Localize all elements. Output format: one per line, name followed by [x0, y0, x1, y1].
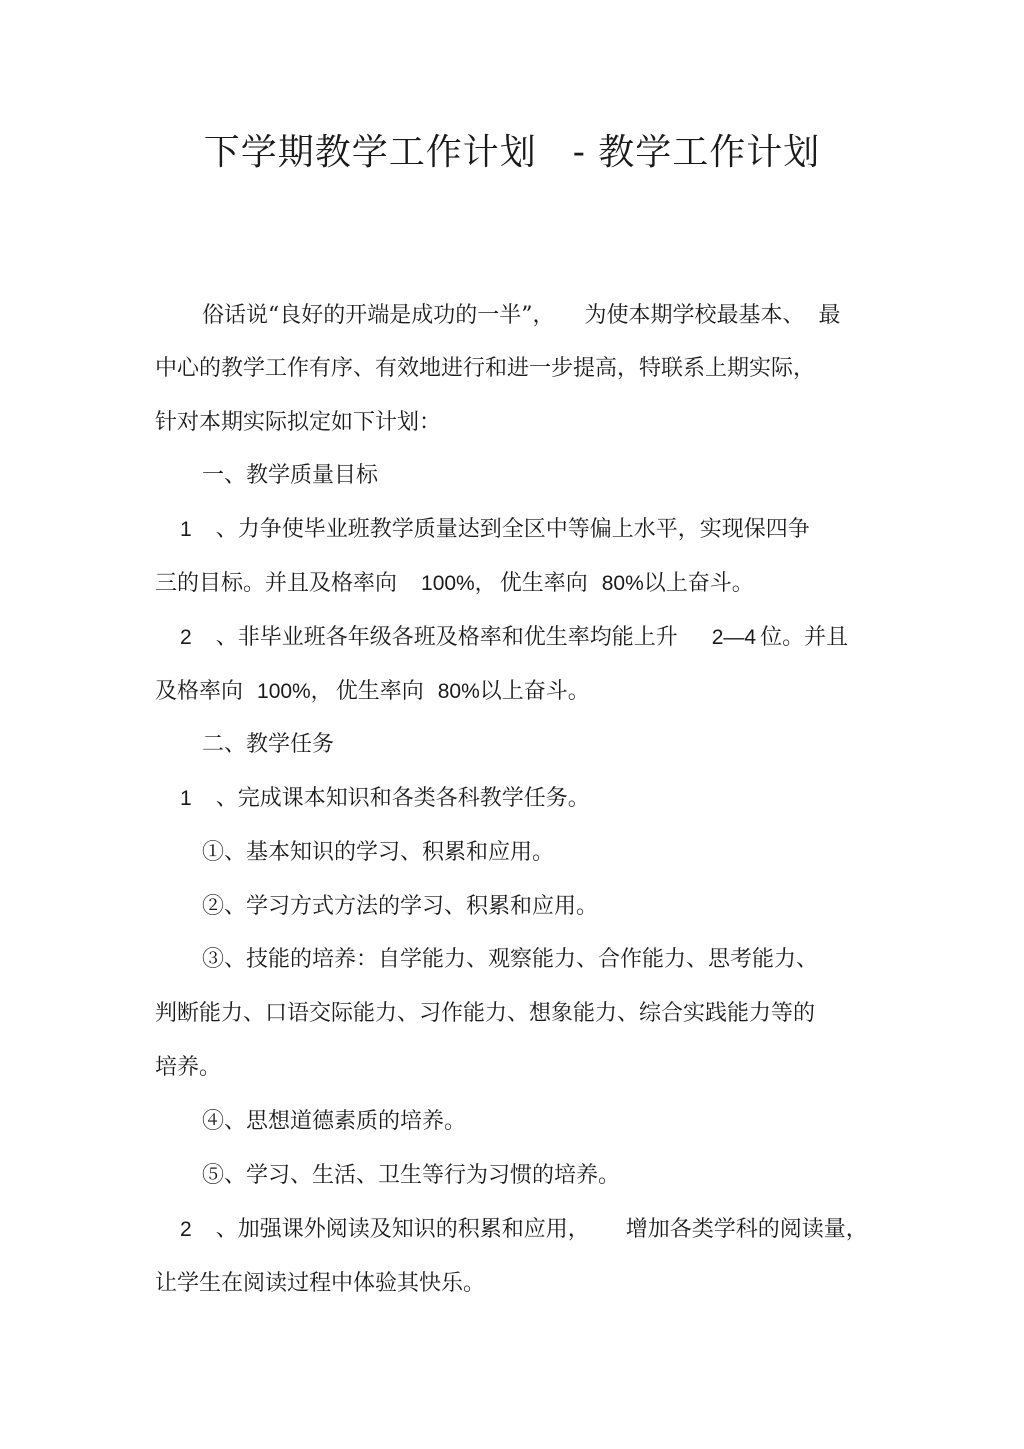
intro-line-2: 中心的教学工作有序、有效地进行和进一步提高，特联系上期实际，	[155, 356, 816, 381]
goal-item-1-line-1: 1 、力争使毕业班教学质量达到全区中等偏上水平，实现保四争	[180, 517, 810, 542]
task-item-1: 1 、完成课本知识和各类各科教学任务。	[180, 786, 590, 811]
title-sub: - 教学工作计划	[572, 132, 821, 173]
section-heading-quality: 一、教学质量目标	[202, 463, 379, 488]
subtask-3-line-3: 培养。	[155, 1055, 222, 1080]
goal-item-2-line-1: 2 、非毕业班各年级各班及格率和优生率均能上升 2—4 位。并且	[180, 625, 849, 650]
subtask-3-line-2: 判断能力、口语交际能力、习作能力、想象能力、综合实践能力等的	[155, 1001, 816, 1026]
task-item-2-line-2: 让学生在阅读过程中体验其快乐。	[155, 1271, 486, 1296]
task-item-2-line-1: 2 、加强课外阅读及知识的积累和应用， 增加各类学科的阅读量，	[180, 1217, 868, 1242]
title-main: 下学期教学工作计划	[203, 132, 537, 173]
intro-line-1: 俗话说“良好的开端是成功的一半”， 为使本期学校最基本、 最	[202, 303, 841, 328]
page-title	[0, 128, 1024, 178]
subtask-2: ②、学习方式方法的学习、积累和应用。	[202, 894, 599, 919]
subtask-4: ④、思想道德素质的培养。	[202, 1109, 467, 1134]
intro-line-3: 针对本期实际拟定如下计划：	[155, 410, 442, 435]
goal-item-2-line-2: 及格率向 100%， 优生率向 80%以上奋斗。	[155, 679, 590, 704]
subtask-5: ⑤、学习、生活、卫生等行为习惯的培养。	[202, 1163, 621, 1188]
subtask-3-line-1: ③、技能的培养：自学能力、观察能力、合作能力、思考能力、	[202, 947, 819, 972]
section-heading-tasks: 二、教学任务	[202, 732, 335, 757]
subtask-1: ①、基本知识的学习、积累和应用。	[202, 840, 555, 865]
goal-item-1-line-2: 三的目标。并且及格率向 100%， 优生率向 80%以上奋斗。	[155, 571, 754, 596]
